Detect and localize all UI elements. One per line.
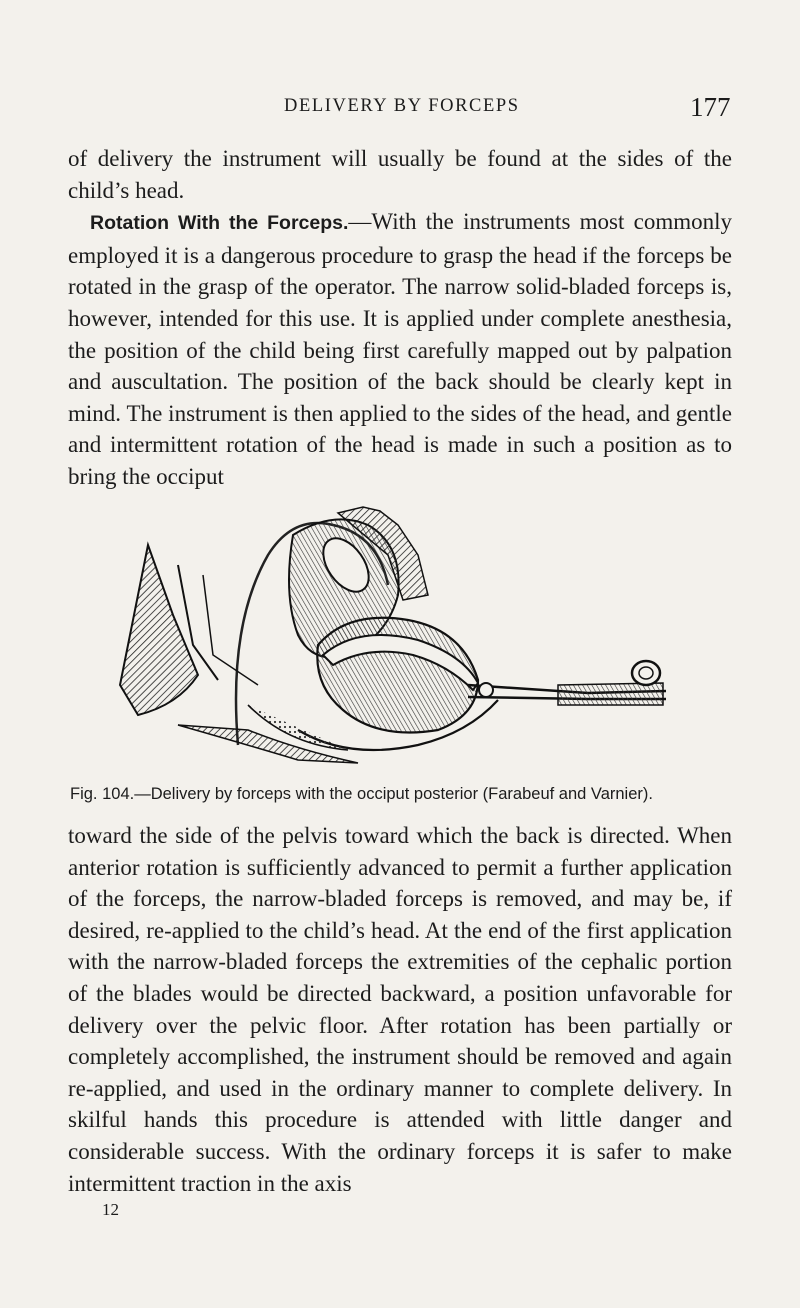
forceps-engraving <box>118 505 670 767</box>
running-head: DELIVERY BY FORCEPS <box>284 96 520 116</box>
paragraph-continuation: of delivery the instrument will usually be found at the sides of the child’s head. <box>68 146 732 203</box>
top-text-block <box>68 143 732 493</box>
page-number: 177 <box>690 92 731 122</box>
forceps-handle <box>558 683 663 705</box>
forceps-illustration <box>118 505 670 767</box>
forceps-lock <box>479 683 493 697</box>
pubic-region <box>120 545 198 715</box>
paragraph-rotation <box>68 206 732 492</box>
bottom-text-block <box>68 820 732 1199</box>
paragraph-rotation-text: —With the instruments most commonly employed it is a dangerous procedure to grasp the head if the forceps be rotated in the grasp of the operator. The narrow solid-bladed forceps is, however, intended for this use. It is applied under complete anesthesia, the position of the child being first carefully mapped out by palpation and auscultation. The position of the back should be clearly kept in mind. The instrument is then applied to the sides of the head, and gentle and intermittent rotation of the head is made in such a position as to bring the occiput <box>68 209 733 489</box>
page-header <box>0 92 800 122</box>
figure-caption: Fig. 104.—Delivery by forceps with the occiput posterior (Farabeuf and Varnier). <box>70 785 653 803</box>
forceps-finger-guard <box>632 661 660 685</box>
section-run-in-heading: Rotation With the Forceps. <box>90 212 349 235</box>
signature-mark: 12 <box>102 1200 119 1219</box>
paragraph-continuation-after-figure: toward the side of the pelvis toward which the back is directed. When anterior rotation is sufficiently advanced to permit a further application of the forceps, the narrow-bladed forceps is removed, and may be, if desired, re-applied to the child’s head. At the end of the first application with the narrow-bladed forceps the extremities of the cephalic portion of the blades would be directed backward, a position unfavorable for delivery over the pelvic floor. After rotation has been partially or completely accomplished, the instrument should be removed and again re-applied, and used in the ordinary manner to complete delivery. In skilful hands this procedure is attended with little danger and considerable success. With the ordinary forceps it is safer to make intermittent traction in the axis <box>68 823 732 1196</box>
